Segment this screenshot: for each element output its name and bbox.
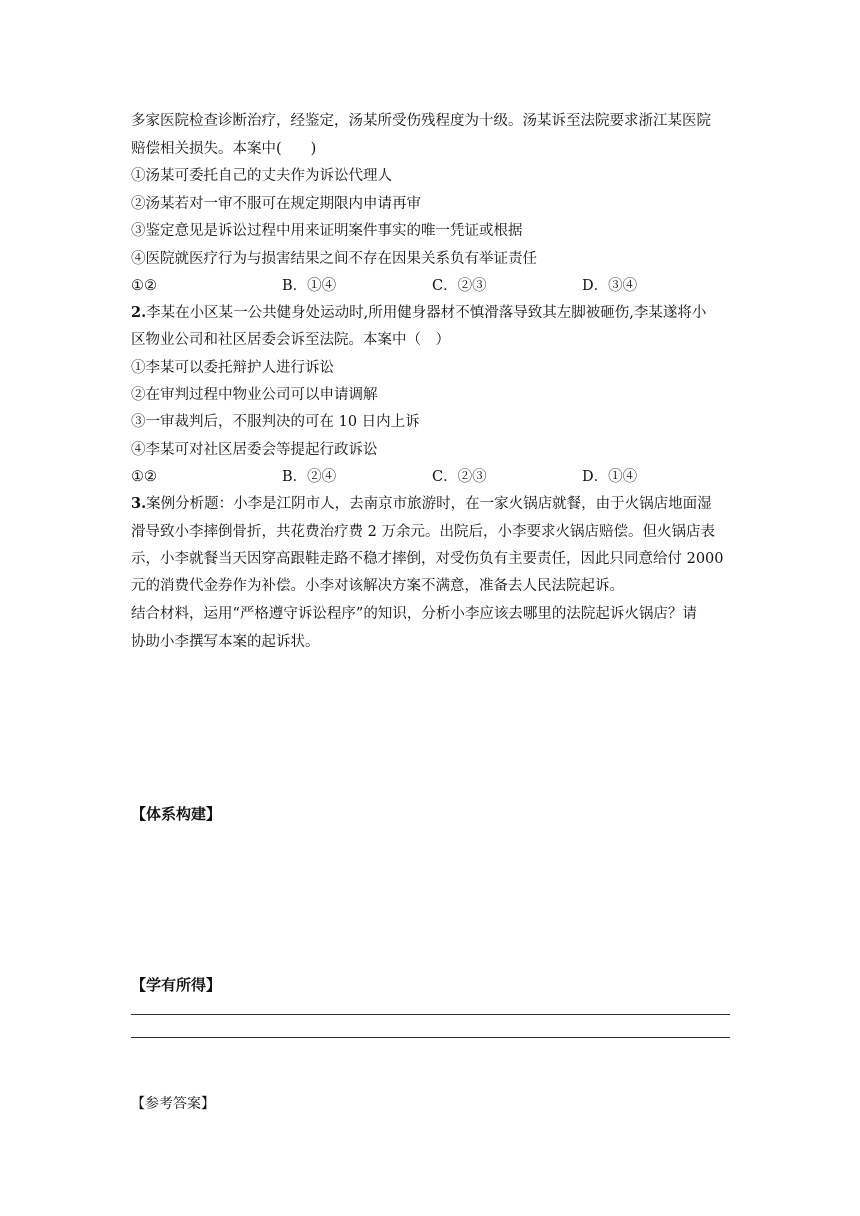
q1-continuation-line-2: 赔偿相关损失。本案中( ) <box>131 141 317 157</box>
q2-option-a: ①② <box>131 469 157 485</box>
q3-case-line-3: 示，小李就餐当天因穿高跟鞋走路不稳才摔倒，对受伤负有主要责任，因此只同意给付 2000 <box>131 551 724 567</box>
q1-item-4: ④医院就医疗行为与损害结果之间不存在因果关系负有举证责任 <box>131 251 537 267</box>
q2-stem-text: 李某在小区某一公共健身处运动时,所用健身器材不慎滑落导致其左脚被砸伤,李某遂将小 <box>146 305 707 321</box>
q1-option-a: ①② <box>131 278 157 294</box>
q3-question-line-1: 结合材料，运用“严格遵守诉讼程序”的知识，分析小李应该去哪里的法院起诉火锅店？请 <box>131 606 697 622</box>
q3-question-line-2: 协助小李撰写本案的起诉状。 <box>131 634 320 650</box>
q2-option-c: C．②③ <box>432 469 487 485</box>
q1-option-b: B．①④ <box>282 278 337 294</box>
q3-number: 3. <box>131 495 147 512</box>
q3-case-line-4: 元的消费代金券作为补偿。小李对该解决方案不满意，准备去人民法院起诉。 <box>131 578 624 594</box>
q3-case-line-2: 滑导致小李摔倒骨折，共花费治疗费 2 万余元。出院后，小李要求火锅店赔偿。但火锅店表 <box>131 524 715 540</box>
q1-continuation-line-1: 多家医院检查诊断治疗，经鉴定，汤某所受伤残程度为十级。汤某诉至法院要求浙江某医院 <box>131 113 711 129</box>
section-heading-system: 【体系构建】 <box>131 805 222 823</box>
q1-option-c: C．②③ <box>432 278 487 294</box>
q2-item-1: ①李某可以委托辩护人进行诉讼 <box>131 360 334 376</box>
q1-item-3: ③鉴定意见是诉讼过程中用来证明案件事实的唯一凭证或根据 <box>131 223 523 239</box>
answer-line-2 <box>131 1037 730 1038</box>
q3-case-text-1: 案例分析题：小李是江阴市人，去南京市旅游时，在一家火锅店就餐，由于火锅店地面湿 <box>146 496 712 512</box>
q2-number: 2. <box>131 304 147 321</box>
q1-item-2: ②汤某若对一审不服可在规定期限内申请再审 <box>131 196 421 212</box>
q2-item-2: ②在审判过程中物业公司可以申请调解 <box>131 387 378 403</box>
q2-option-b: B．②④ <box>282 469 337 485</box>
answer-line-1 <box>131 1014 730 1015</box>
q2-stem-line-2: 区物业公司和社区居委会诉至法院。本案中（ ） <box>131 332 450 348</box>
q1-item-1: ①汤某可委托自己的丈夫作为诉讼代理人 <box>131 168 392 184</box>
q1-option-d: D．③④ <box>582 278 638 294</box>
section-heading-answers: 【参考答案】 <box>131 1096 215 1112</box>
q2-item-4: ④李某可对社区居委会等提起行政诉讼 <box>131 442 378 458</box>
q2-option-d: D．①④ <box>582 469 638 485</box>
q3-case-line-1 <box>131 494 712 514</box>
section-heading-gains: 【学有所得】 <box>131 976 222 994</box>
q2-item-3: ③一审裁判后，不服判决的可在 10 日内上诉 <box>131 414 420 430</box>
q2-stem-line-1 <box>131 303 706 323</box>
